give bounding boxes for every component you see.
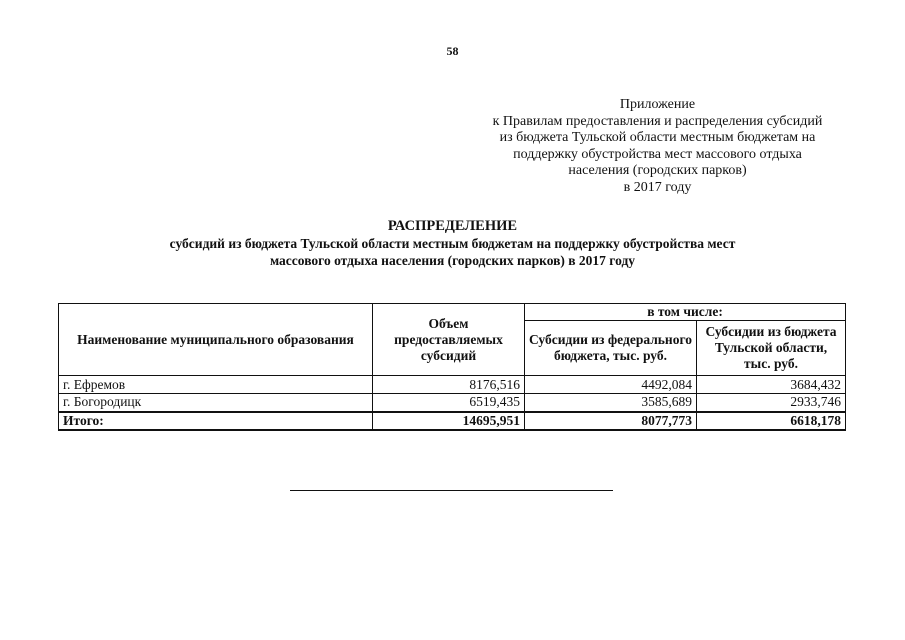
cell-federal: 3585,689 <box>525 394 697 412</box>
header-regional: Субсидии из бюджета Тульской области, тыс. руб. <box>697 321 846 376</box>
cell-total-federal: 8077,773 <box>525 412 697 430</box>
header-volume: Объем предоставляемых субсидий <box>373 304 525 376</box>
table-row <box>59 376 846 394</box>
appendix-line: из бюджета Тульской области местным бюджетам на <box>499 130 816 145</box>
cell-total-volume: 14695,951 <box>373 412 525 430</box>
appendix-note <box>470 97 845 196</box>
appendix-line: в 2017 году <box>623 179 692 195</box>
cell-regional: 2933,746 <box>697 394 846 412</box>
cell-municipality: г. Богородицк <box>59 394 373 412</box>
appendix-line: Приложение <box>619 97 696 112</box>
appendix-line: поддержку обустройства мест массового отдыха <box>513 146 802 162</box>
table-row <box>59 394 846 412</box>
header-municipality: Наименование муниципального образования <box>59 304 373 376</box>
title-heading: РАСПРЕДЕЛЕНИЕ <box>387 218 518 234</box>
cell-volume: 8176,516 <box>373 376 525 394</box>
header-federal: Субсидии из федерального бюджета, тыс. руб. <box>525 321 697 376</box>
title-subline: массового отдыха населения (городских парков) в 2017 году <box>269 253 636 268</box>
total-row <box>59 412 846 430</box>
distribution-table <box>58 303 846 431</box>
appendix-line: населения (городских парков) <box>568 163 747 178</box>
appendix-line: к Правилам предоставления и распределения субсидий <box>492 113 823 129</box>
title-subline: субсидий из бюджета Тульской области местным бюджетам на поддержку обустройства мест <box>169 236 736 251</box>
cell-total-regional: 6618,178 <box>697 412 846 430</box>
cell-volume: 6519,435 <box>373 394 525 412</box>
cell-total-label: Итого: <box>59 412 373 430</box>
page-number: 58 <box>446 44 459 58</box>
cell-municipality: г. Ефремов <box>59 376 373 394</box>
header-including: в том числе: <box>525 304 846 321</box>
cell-federal: 4492,084 <box>525 376 697 394</box>
document-title <box>0 218 905 269</box>
cell-regional: 3684,432 <box>697 376 846 394</box>
end-divider <box>290 490 613 491</box>
